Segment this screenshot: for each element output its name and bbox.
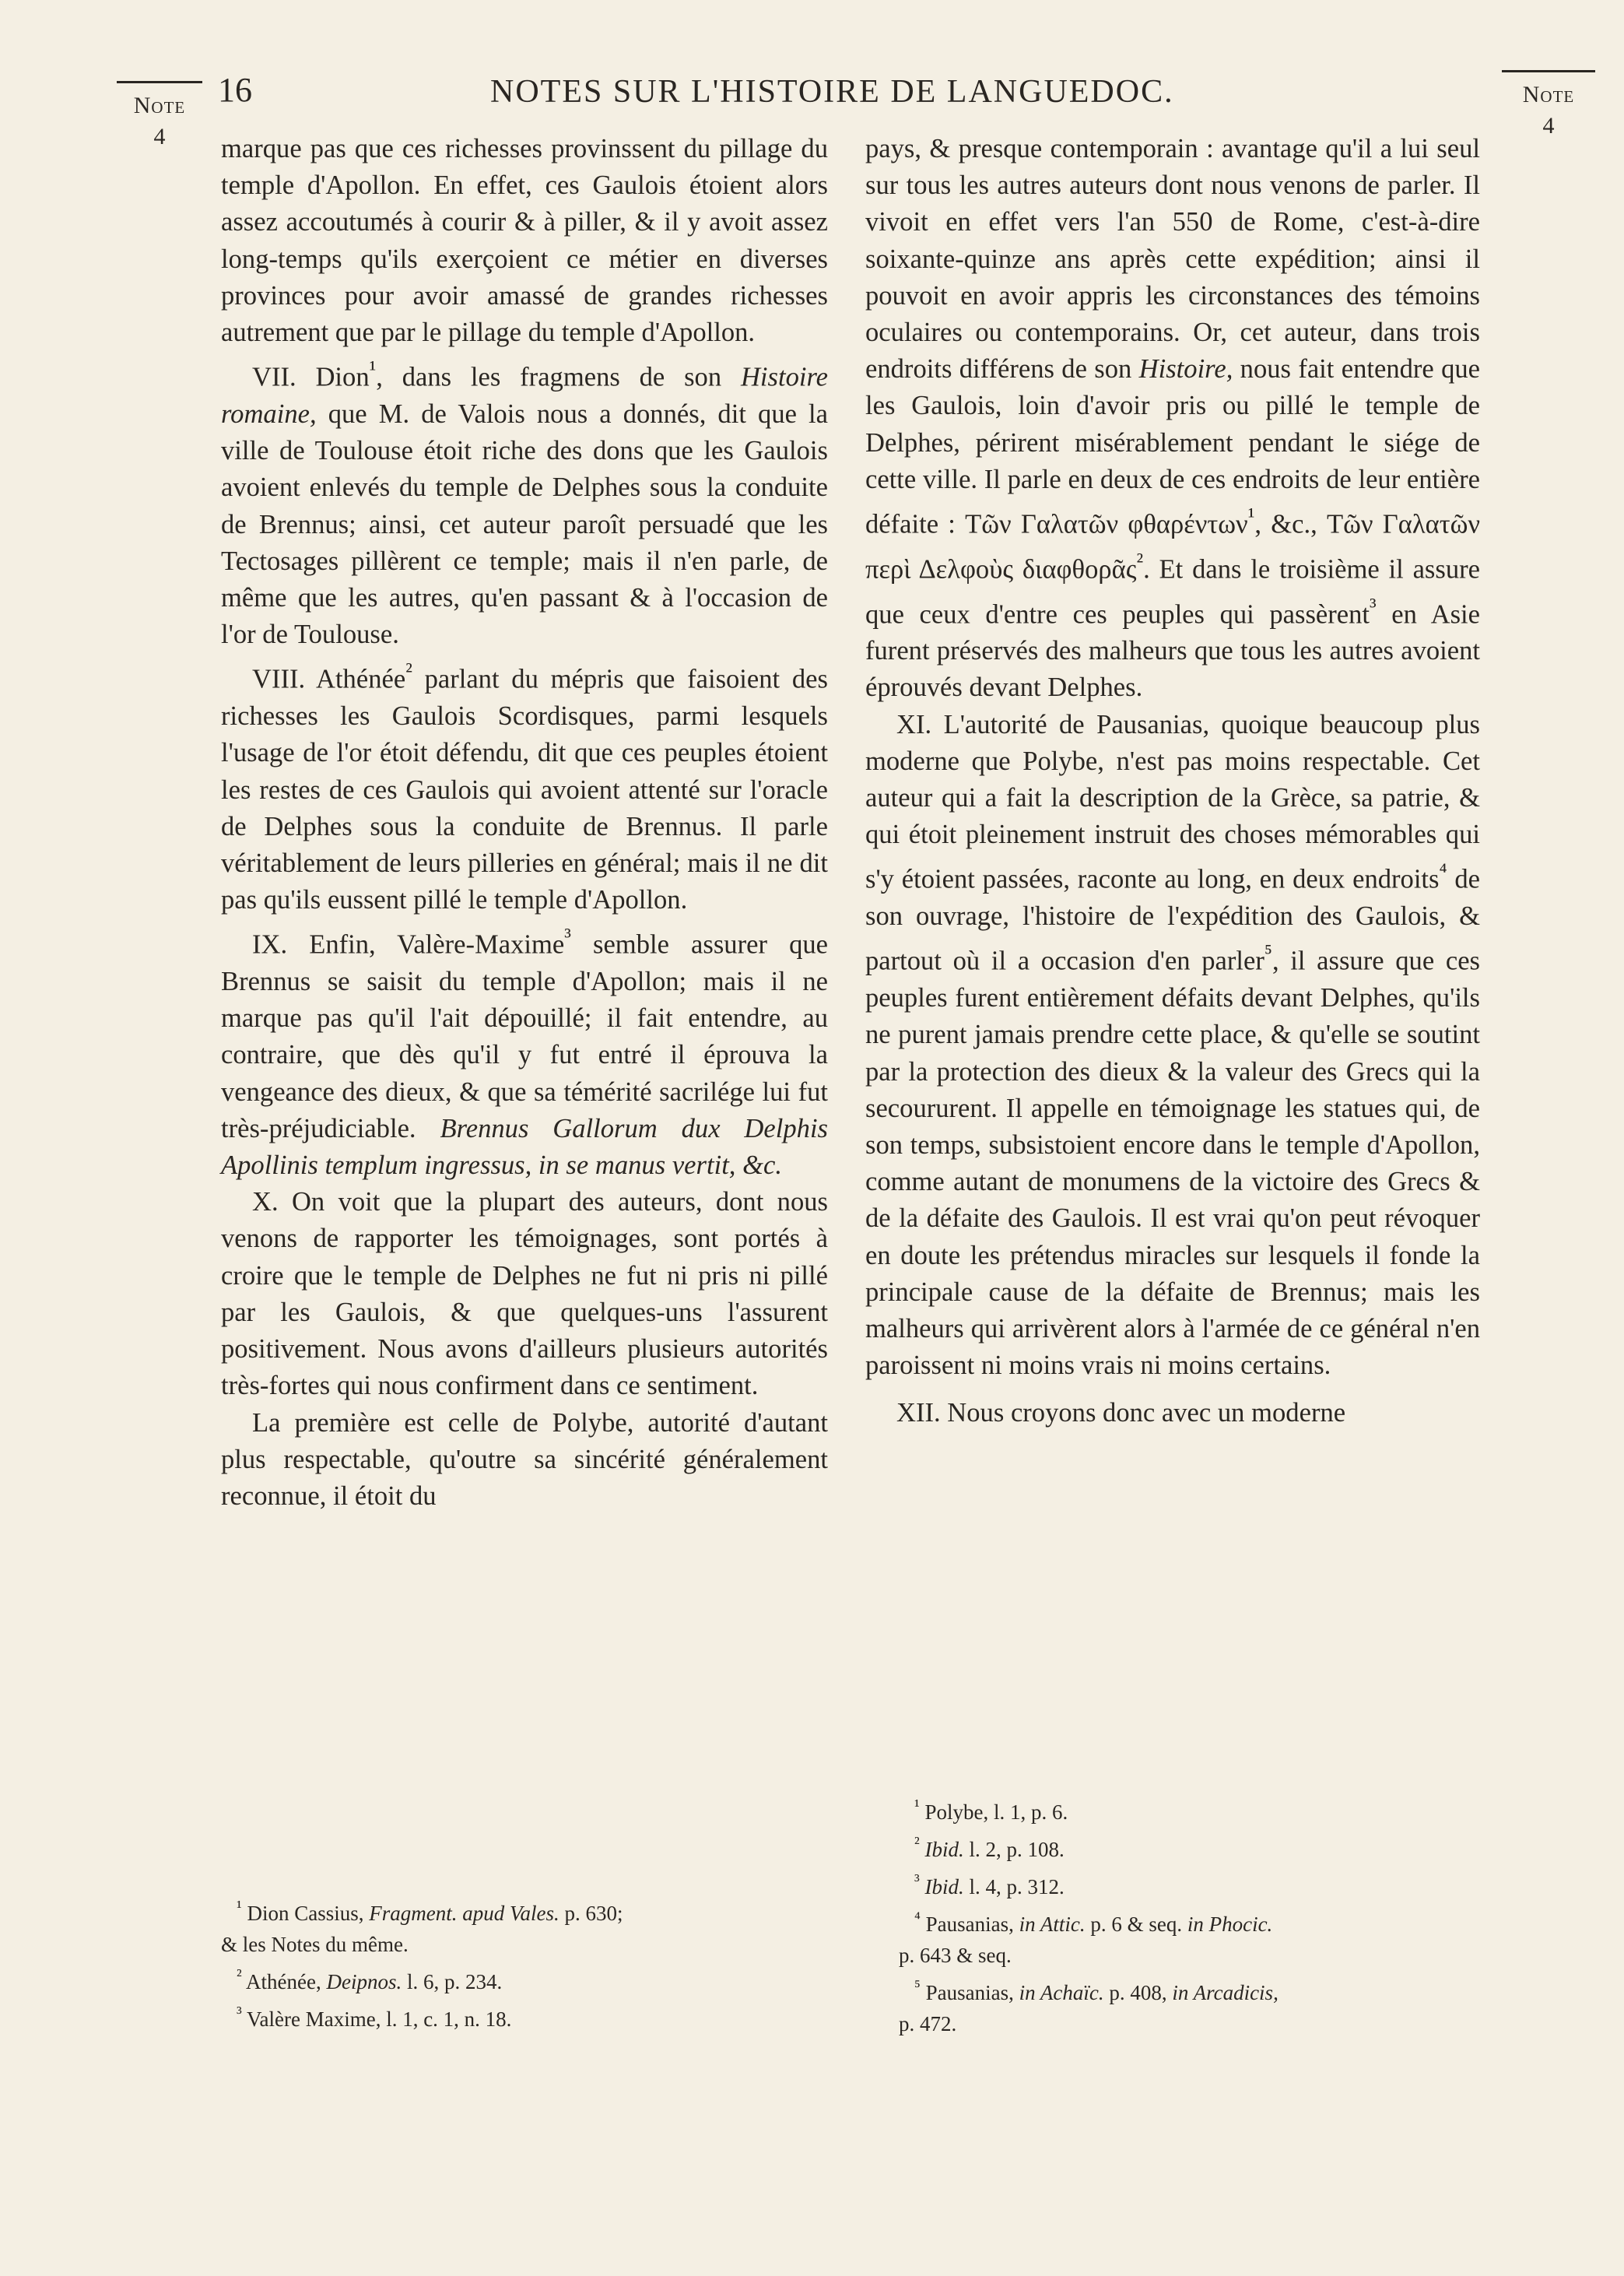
footnote: $^{^5}$ Pausanias, in Achaïc. p. 408, in Arcadicis, [914,1976,1279,2004]
footnote-ref: ¹ [1247,504,1255,529]
paragraph-ix: IX. Enfin, Valère-Maxime$^{^3}$ semble assurer que Brennus se saisit du temple d'Apollon; mais il ne marque pas qu'il l'ait dépouillé; il fait entendre, au contraire, que dès qu'il y fut entré il éprouva la vengeance des dieux, & que sa témérité sacrilége lui fut très-préjudiciable. Brennus Gallorum dux Delphis Apollinis templum ingressus, in se manus vertit, &c. [221,924,829,1181]
footnotes-left [221,1891,836,2035]
footnote-ref: ² [405,659,412,684]
paragraph-viii: VIII. Athénée$^{^2}$ parlant du mépris que faisoient des richesses les Gaulois Scordisques, parmi lesquels l'usage de l'or étoit défendu, dit que ces peuples étoient les restes de ces Gaulois qui avoient attenté sur l'oracle de Delphes sous la conduite de Brennus. Il parle véritablement de leurs pilleries en général; mais il ne dit pas qu'ils eussent pillé le temple d'Apollon. [221,659,828,915]
paragraph: marque pas que ces richesses provinssent du pillage du temple d'Apollon. En effet, ces Gaulois étoient alors assez accoutumés à courir & à piller, & il y avoit assez long-temps qu'ils exerçoient ce métier en diverses provinces pour avoir amassé de grandes richesses autrement que par le pillage du temple d'Apollon. [221,134,828,348]
margin-note-label: Note [133,93,186,118]
footnote: $^{^3}$ Ibid. l. 4, p. 312. [914,1870,1065,1898]
margin-rule-right [1502,70,1595,72]
footnote-continuation: p. 643 & seq. [899,1944,1012,1967]
footnote-continuation: & les Notes du même. [221,1933,409,1956]
paragraph-x: X. On voit que la plupart des auteurs, dont nous venons de rapporter les témoignages, sont portés à croire que le temple de Delphes ne fut ni pris ni pillé par les Gaulois, & que quelques-uns l'assurent positivement. Nous avons d'ailleurs plusieurs autorités très-fortes qui nous confirment dans ce sentiment. [221,1187,828,1401]
margin-rule-left [117,81,202,83]
margin-note-number: 4 [1542,113,1555,139]
margin-note-number: 4 [153,124,166,149]
margin-note-right [1502,70,1595,139]
margin-note-left [117,81,202,150]
footnote-continuation: p. 472. [899,2012,957,2035]
margin-note-label: Note [1522,82,1575,107]
footnote: $^{^2}$ Athénée, Deipnos. l. 6, p. 234. [237,1965,503,1993]
paragraph: pays, & presque contemporain : avantage qu'il a lui seul sur tous les autres auteurs dont nous venons de parler. Il vivoit en effet vers l'an 550 de Rome, c'est-à-dire soixante-quinze ans après cette expédition; ainsi il pouvoit en avoir appris les circonstances des témoins oculaires ou contemporains. Or, cet auteur, dans trois endroits différens de son Histoire, nous fait entendre que les Gaulois, loin d'avoir pris ou pillé le temple de Delphes, périrent misérablement pendant le siége de cette ville. Il parle en deux de ces endroits de leur entière défaite : Τῶν Γαλατῶν φθαρέντων$^{^1}$, &c., Τῶν Γαλατῶν περὶ Δελφοὺς διαφθορᾶς$^{^2}$. Et dans le troisième il assure que ceux d'entre ces peuples qui passèrent$^{^3}$ en Asie furent préservés des malheurs que tous les autres avoient éprouvés devant Delphes. [865,134,1481,703]
footnote: $^{^2}$ Ibid. l. 2, p. 108. [914,1833,1065,1861]
paragraph-xii: XII. Nous croyons donc avec un moderne [896,1398,1346,1428]
footnote: $^{^3}$ Valère Maxime, l. 1, c. 1, n. 18. [237,2003,512,2031]
page-title: NOTES SUR L'HISTOIRE DE LANGUEDOC. [490,74,1174,110]
paragraph-vii: VII. Dion$^{^1}$, dans les fragmens de son Histoire romaine, que M. de Valois nous a donnés, dit que la ville de Toulouse étoit riche des dons que les Gaulois avoient enlevés du temple de Delphes sous la conduite de Brennus; ainsi, cet auteur paroît persuadé que les Tectosages pillèrent ce temple; mais il n'en parle, de même que les autres, qu'en passant & à l'occasion de l'or de Toulouse. [221,357,828,650]
footnote: $^{^1}$ Polybe, l. 1, p. 6. [914,1796,1068,1824]
footnote-ref: ³ [564,924,571,950]
text-column-right [865,131,1480,1432]
footnote-ref: ² [1136,548,1144,574]
footnote-ref: ⁴ [1439,859,1447,884]
footnote-ref: ¹ [369,357,377,382]
footnote: $^{^4}$ Pausanias, in Attic. p. 6 & seq. in Phocic. [914,1908,1273,1936]
paragraph: La première est celle de Polybe, autorité d'autant plus respectable, qu'outre sa sincérité généralement reconnue, il étoit du [221,1407,828,1511]
footnote-ref: ⁵ [1264,940,1272,966]
paragraph-xi: XI. L'autorité de Pausanias, quoique beaucoup plus moderne que Polybe, n'est pas moins respectable. Cet auteur qui a fait la description de la Grèce, sa patrie, & qui étoit pleinement instruit des choses mémorables qui s'y étoient passées, raconte au long, en deux endroits$^{^4}$ de son ouvrage, l'histoire de l'expédition des Gaulois, & partout où il a occasion d'en parler$^{^5}$, il assure que ces peuples furent entièrement défaits devant Delphes, qu'ils ne purent jamais prendre cette place, & qu'elle se soutint par la protection des dieux & la valeur des Grecs qui la secoururent. Il appelle en témoignage les statues qui, de son temps, subsistoient encore dans le temple d'Apollon, comme autant de monumens de la victoire des Grecs & de la défaite des Gaulois. Il est vrai qu'on peut révoquer en doute les prétendus miracles sur lesquels il fonde la principale cause de la défaite de Brennus; mais les malheurs qui arrivèrent alors à l'armée de ce général n'en paroissent ni moins vrais ni moins certains. [865,709,1480,1381]
footnote-ref: ³ [1370,593,1377,619]
text-column-left [221,131,828,1515]
footnotes-right [899,1790,1490,2039]
running-head [218,70,1416,117]
page-number: 16 [218,71,252,109]
footnote: $^{^1}$ Dion Cassius, Fragment. apud Vales. p. 630; [237,1897,623,1925]
